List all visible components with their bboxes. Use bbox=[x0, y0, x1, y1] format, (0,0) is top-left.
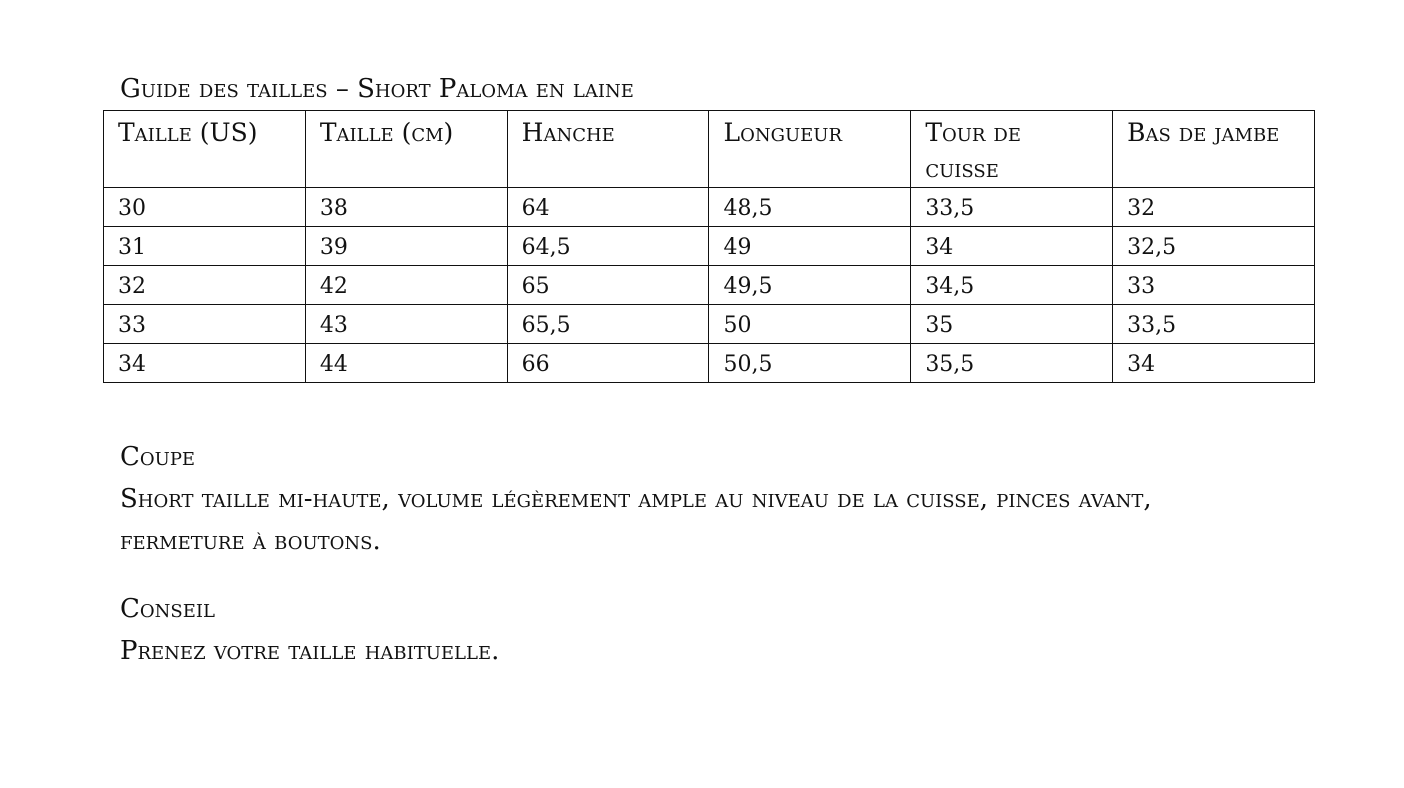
table-cell: 48,5 bbox=[709, 188, 911, 227]
table-cell: 33,5 bbox=[911, 188, 1113, 227]
page-title: Guide des tailles – Short Paloma en laine bbox=[120, 74, 634, 104]
header-taille-cm: Taille (cm) bbox=[305, 111, 507, 188]
table-row bbox=[104, 344, 1315, 383]
table-cell: 32 bbox=[104, 266, 306, 305]
table-cell: 33,5 bbox=[1113, 305, 1315, 344]
table-cell: 42 bbox=[305, 266, 507, 305]
coupe-text: Short taille mi-haute, volume légèrement ample au niveau de la cuisse, pinces avant, fermeture à boutons. bbox=[120, 484, 1152, 556]
table-cell: 33 bbox=[104, 305, 306, 344]
table-cell: 35 bbox=[911, 305, 1113, 344]
table-header-row bbox=[104, 111, 1315, 188]
conseil-section bbox=[120, 592, 1280, 672]
header-bas-de-jambe: Bas de jambe bbox=[1113, 111, 1315, 188]
table-cell: 30 bbox=[104, 188, 306, 227]
table-row bbox=[104, 227, 1315, 266]
header-hanche: Hanche bbox=[507, 111, 709, 188]
table-row bbox=[104, 188, 1315, 227]
table-cell: 43 bbox=[305, 305, 507, 344]
conseil-text: Prenez votre taille habituelle. bbox=[120, 636, 500, 666]
table-cell: 32,5 bbox=[1113, 227, 1315, 266]
size-table bbox=[103, 110, 1315, 383]
table-cell: 38 bbox=[305, 188, 507, 227]
table-cell: 34,5 bbox=[911, 266, 1113, 305]
table-cell: 34 bbox=[911, 227, 1113, 266]
header-tour-de-cuisse: Tour de cuisse bbox=[911, 111, 1113, 188]
header-taille-us: Taille (US) bbox=[104, 111, 306, 188]
table-cell: 64 bbox=[507, 188, 709, 227]
table-cell: 33 bbox=[1113, 266, 1315, 305]
table-cell: 49,5 bbox=[709, 266, 911, 305]
table-row bbox=[104, 305, 1315, 344]
table-cell: 39 bbox=[305, 227, 507, 266]
table-cell: 35,5 bbox=[911, 344, 1113, 383]
table-cell: 31 bbox=[104, 227, 306, 266]
table-row bbox=[104, 266, 1315, 305]
conseil-heading: Conseil bbox=[120, 594, 215, 624]
table-cell: 65 bbox=[507, 266, 709, 305]
table-cell: 34 bbox=[1113, 344, 1315, 383]
table-cell: 50 bbox=[709, 305, 911, 344]
coupe-section bbox=[120, 440, 1280, 562]
table-cell: 49 bbox=[709, 227, 911, 266]
coupe-heading: Coupe bbox=[120, 442, 196, 472]
table-cell: 66 bbox=[507, 344, 709, 383]
table-cell: 32 bbox=[1113, 188, 1315, 227]
header-longueur: Longueur bbox=[709, 111, 911, 188]
table-cell: 65,5 bbox=[507, 305, 709, 344]
table-cell: 50,5 bbox=[709, 344, 911, 383]
table-cell: 44 bbox=[305, 344, 507, 383]
table-cell: 34 bbox=[104, 344, 306, 383]
table-cell: 64,5 bbox=[507, 227, 709, 266]
